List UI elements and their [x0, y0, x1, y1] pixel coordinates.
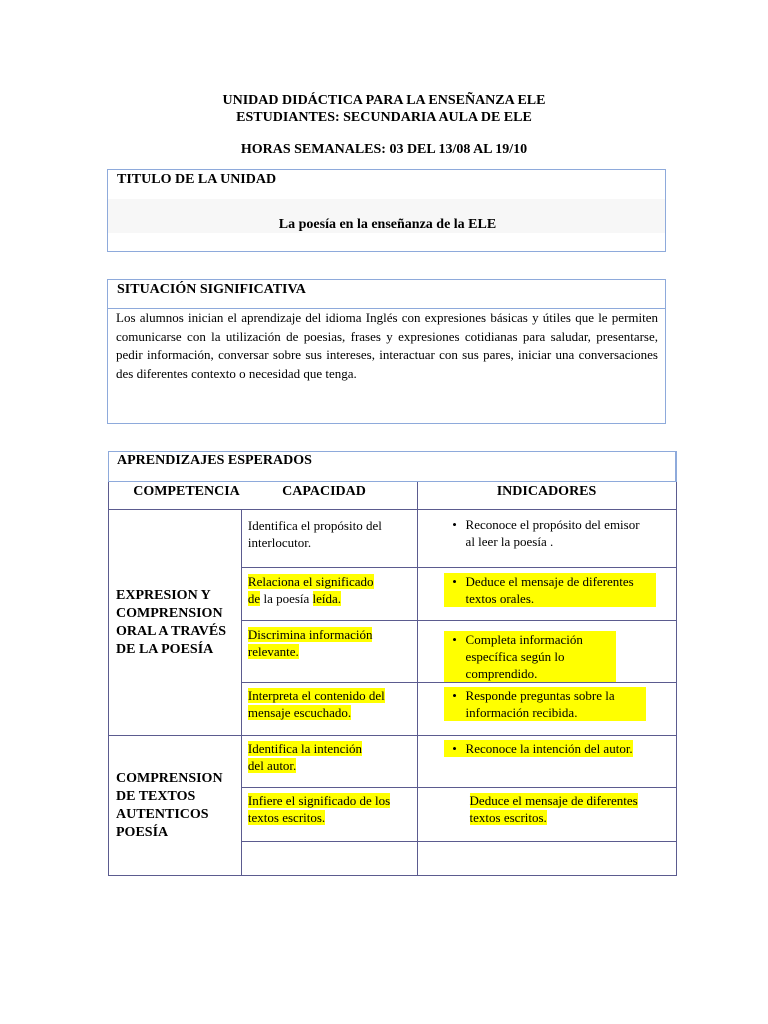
competencia-1-cell [109, 510, 242, 736]
indicador-text: Deduce el mensaje de diferentes textos orales. [466, 573, 656, 607]
indicador-cell [417, 568, 676, 621]
table-row [109, 736, 677, 788]
table-row [109, 510, 677, 568]
capacidad-text: Discrimina información relevante. [247, 627, 373, 659]
situacion-label-box [107, 279, 666, 309]
doc-hours: HORAS SEMANALES: 03 DEL 13/08 AL 19/10 [240, 142, 528, 157]
capacidad-cell [241, 683, 417, 736]
bullet-icon: • [444, 740, 466, 757]
capacidad-text: Infiere el significado de los textos escritos. [247, 793, 391, 825]
competencia-1: EXPRESION Y COMPRENSION ORAL A TRAVÉS DE LA POESÍA [116, 587, 226, 657]
indicador-cell [417, 510, 676, 568]
capacidad-text-part: de [247, 591, 261, 606]
titulo-label: TITULO DE LA UNIDAD [117, 172, 277, 187]
situacion-label: SITUACIÓN SIGNIFICATIVA [117, 282, 306, 297]
indicador-cell-empty [417, 842, 676, 876]
capacidad-cell [241, 736, 417, 788]
aprendizajes-table [108, 451, 677, 876]
indicador-text: Responde preguntas sobre la información recibida. [466, 687, 646, 721]
capacidad-text: Interpreta el contenido del mensaje escuchado. [247, 688, 385, 720]
titulo-value: La poesía en la enseñanza de la ELE [278, 217, 497, 232]
bullet-icon: • [444, 573, 466, 607]
capacidad-cell [241, 788, 417, 842]
capacidad-cell [241, 621, 417, 683]
header-cell-comp-cap [109, 482, 418, 510]
indicador-text: Deduce el mensaje de diferentes textos escritos. [469, 793, 638, 825]
capacidad-cell [241, 510, 417, 568]
aprendizajes-label-cell [109, 452, 677, 482]
indicador-cell [417, 621, 676, 683]
indicador-cell [417, 683, 676, 736]
capacidad-text-part: leída. [312, 591, 342, 606]
table-header-row [109, 482, 677, 510]
header-indicadores: INDICADORES [417, 482, 676, 510]
indicador-text: Completa información específica según lo comprendido. [466, 631, 616, 682]
indicador-cell [417, 788, 676, 842]
situacion-text-box [107, 308, 666, 424]
header-capacidad: CAPACIDAD [282, 484, 366, 499]
capacidad-text-part: la poesía [260, 591, 313, 606]
competencia-2: COMPRENSION DE TEXTOS AUTENTICOS POESÍA [116, 770, 223, 840]
doc-title: UNIDAD DIDÁCTICA PARA LA ENSEÑANZA ELE [222, 93, 546, 108]
capacidad-cell [241, 568, 417, 621]
bullet-icon: • [444, 687, 466, 721]
indicador-text: Reconoce el propósito del emisor al leer la poesía . [465, 517, 640, 549]
capacidad-text: Relaciona el significado [247, 574, 374, 589]
capacidad-cell-empty [241, 842, 417, 876]
titulo-label-box [107, 169, 666, 200]
bullet-icon: • [452, 517, 457, 532]
situacion-text: Los alumnos inician el aprendizaje del idioma Inglés con expresiones básicas y útiles que le permiten comunicarse con la utilización de poesias, frases y expresiones cotidianas para saludar, presentarse, pedir información, conversar sobre sus intereses, interactuar con sus pares, iniciar una conversaciones des diferentes contexto o necesidad que tenga. [116, 310, 658, 381]
doc-subtitle: ESTUDIANTES: SECUNDARIA AULA DE ELE [236, 110, 532, 125]
bullet-icon: • [444, 631, 466, 682]
aprendizajes-label: APRENDIZAJES ESPERADOS [117, 453, 312, 468]
titulo-value-box [107, 199, 666, 252]
indicador-text: Reconoce la intención del autor. [465, 741, 633, 756]
competencia-2-cell [109, 736, 242, 876]
capacidad-text: Identifica el propósito del interlocutor. [247, 518, 382, 550]
capacidad-text: Identifica la intención del autor. [247, 741, 362, 773]
header-competencia: COMPETENCIA [133, 484, 240, 499]
indicador-cell [417, 736, 676, 788]
